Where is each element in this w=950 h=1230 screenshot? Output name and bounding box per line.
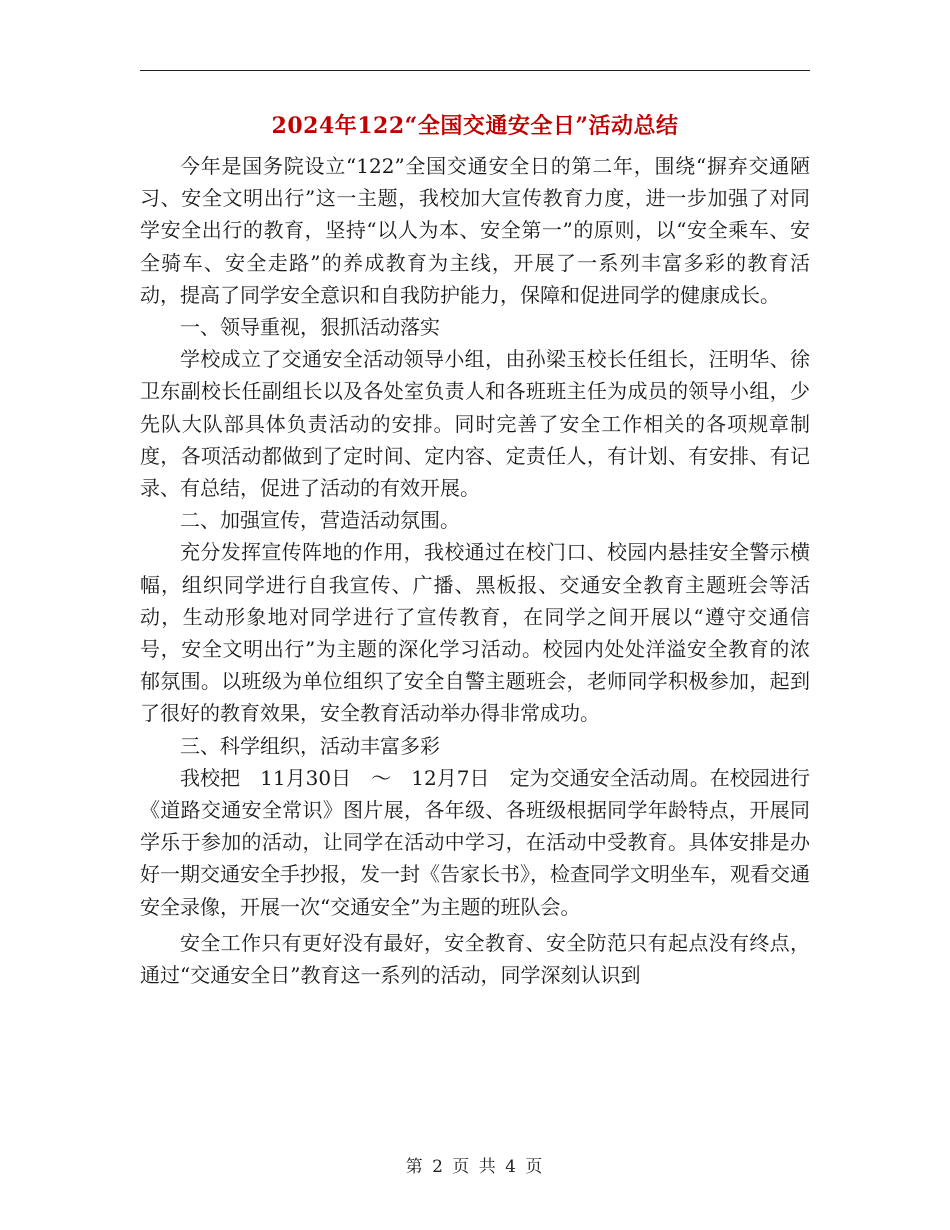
section-2-paragraph: 充分发挥宣传阵地的作用，我校通过在校门口、校园内悬挂安全警示横幅，组织同学进行自我宣传、广播、黑板报、交通安全教育主题班会等活动，生动形象地对同学进行了宣传教育，在同学之间开展以“遵守交通信号，安全文明出行”为主题的深化学习活动。校园内处处洋溢安全教育的浓郁氛围。以班级为单位组织了安全自警主题班会，老师同学积极参加，起到了很好的教育效果，安全教育活动举办得非常成功。 xyxy=(140,540,810,726)
intro-paragraph: 今年是国务院设立“122”全国交通安全日的第二年，围绕“摒弃交通陋习、安全文明出行”这一主题，我校加大宣传教育力度，进一步加强了对同学安全出行的教育，坚持“以人为本、安全第一”的原则，以“安全乘车、安全骑车、安全走路”的养成教育为主线，开展了一系列丰富多彩的教育活动，提高了同学安全意识和自我防护能力，保障和促进同学的健康成长。 xyxy=(140,154,810,307)
section-heading-3: 三、科学组织，活动丰富多彩 xyxy=(180,733,440,758)
section-3-paragraph: 我校把 11月30日 ～ 12月7日 定为交通安全活动周。在校园进行《道路交通安全常识》图片展，各年级、各班级根据同学年龄特点，开展同学乐于参加的活动，让同学在活动中学习，在活动中受教育。具体安排是办好一期交通安全手抄报，发一封《告家长书》，检查同学文明坐车，观看交通安全录像，开展一次“交通安全”为主题的班队会。 xyxy=(140,765,810,919)
document-body xyxy=(140,150,810,991)
section-heading-2: 二、加强宣传，营造活动氛围。 xyxy=(180,508,460,533)
section-heading-1: 一、领导重视，狠抓活动落实 xyxy=(180,315,440,340)
closing-paragraph: 安全工作只有更好没有最好，安全教育、安全防范只有起点没有终点，通过“交通安全日”教育这一系列的活动，同学深刻认识到 xyxy=(140,930,810,988)
document-title: 2024年122“全国交通安全日”活动总结 xyxy=(271,113,679,139)
section-1-paragraph: 学校成立了交通安全活动领导小组，由孙梁玉校长任组长，汪明华、徐卫东副校长任副组长以及各处室负责人和各班班主任为成员的领导小组，少先队大队部具体负责活动的安排。同时完善了安全工作相关的各项规章制度，各项活动都做到了定时间、定内容、定责任人，有计划、有安排、有记录、有总结，促进了活动的有效开展。 xyxy=(140,347,810,501)
page-number: 第 2 页 共 4 页 xyxy=(405,1157,545,1177)
header-rule xyxy=(140,70,810,71)
